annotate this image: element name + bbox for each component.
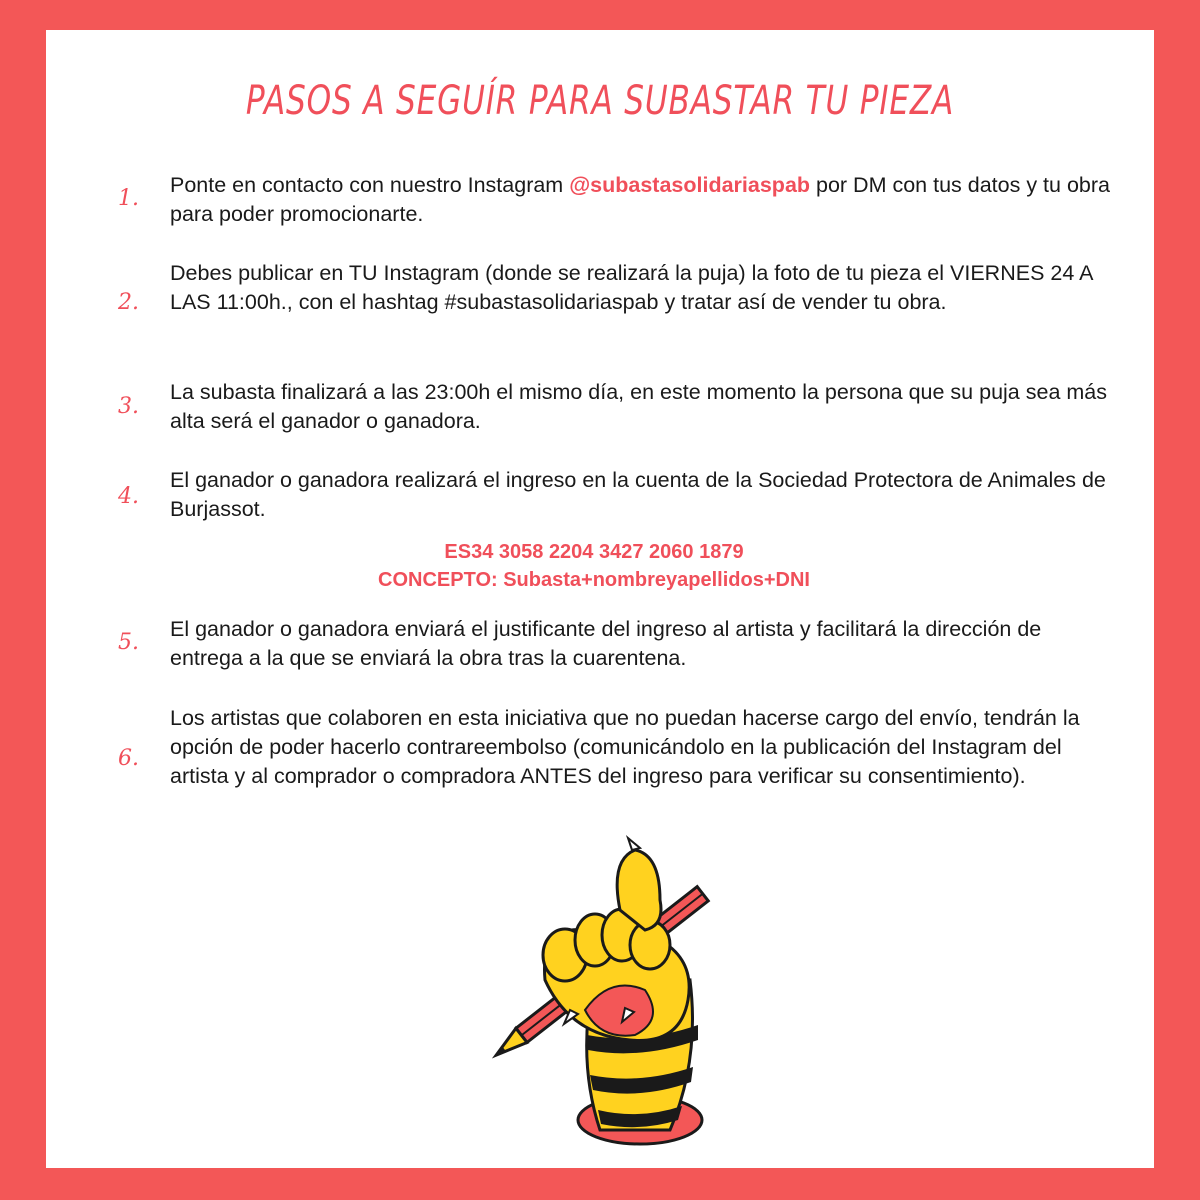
page-title: PASOS A SEGUÍR PARA SUBASTAR TU PIEZA — [245, 78, 955, 124]
step-6-number: 6. — [118, 746, 139, 771]
step-6-text: Los artistas que colaboren en esta iniciativa que no puedan hacerse cargo del envío, tendrán la opción de poder hacerlo contrareembolso (comunicándolo en la publicación del Instagram del artista y al comprador o compradora ANTES del ingreso para verificar su consentimiento). — [170, 706, 1080, 788]
claw-shape — [628, 838, 640, 850]
step-3-number: 3. — [118, 394, 139, 419]
step-4-text: El ganador o ganadora realizará el ingreso en la cuenta de la Sociedad Protectora de Animales de Burjassot. — [170, 468, 1106, 521]
bank-concept: CONCEPTO: Subasta+nombreyapellidos+DNI — [378, 569, 810, 591]
step-2-number: 2. — [118, 290, 139, 315]
bank-iban: ES34 3058 2204 3427 2060 1879 — [444, 541, 744, 563]
instagram-handle-link[interactable]: @subastasolidariaspab — [569, 173, 811, 197]
step-3-text: La subasta finalizará a las 23:00h el mismo día, en este momento la persona que su puja sea más alta será el ganador o ganadora. — [170, 380, 1107, 433]
step-2-text: Debes publicar en TU Instagram (donde se realizará la puja) la foto de tu pieza el VIERNES 24 A LAS 11:00h., con el hashtag #subastasolidariaspab y tratar así de vender tu obra. — [170, 261, 1093, 314]
hand-with-pencil-illustration — [460, 830, 740, 1150]
step-5-text: El ganador o ganadora enviará el justificante del ingreso al artista y facilitará la dirección de entrega a la que se enviará la obra tras la cuarentena. — [170, 617, 1042, 670]
step-1-text: Ponte en contacto con nuestro Instagram @subastasolidariaspab por DM con tus datos y tu obra para poder promocionarte. — [170, 173, 1110, 226]
step-4-number: 4. — [118, 484, 139, 509]
step-5-number: 5. — [118, 630, 139, 655]
step-1-number: 1. — [118, 186, 139, 211]
